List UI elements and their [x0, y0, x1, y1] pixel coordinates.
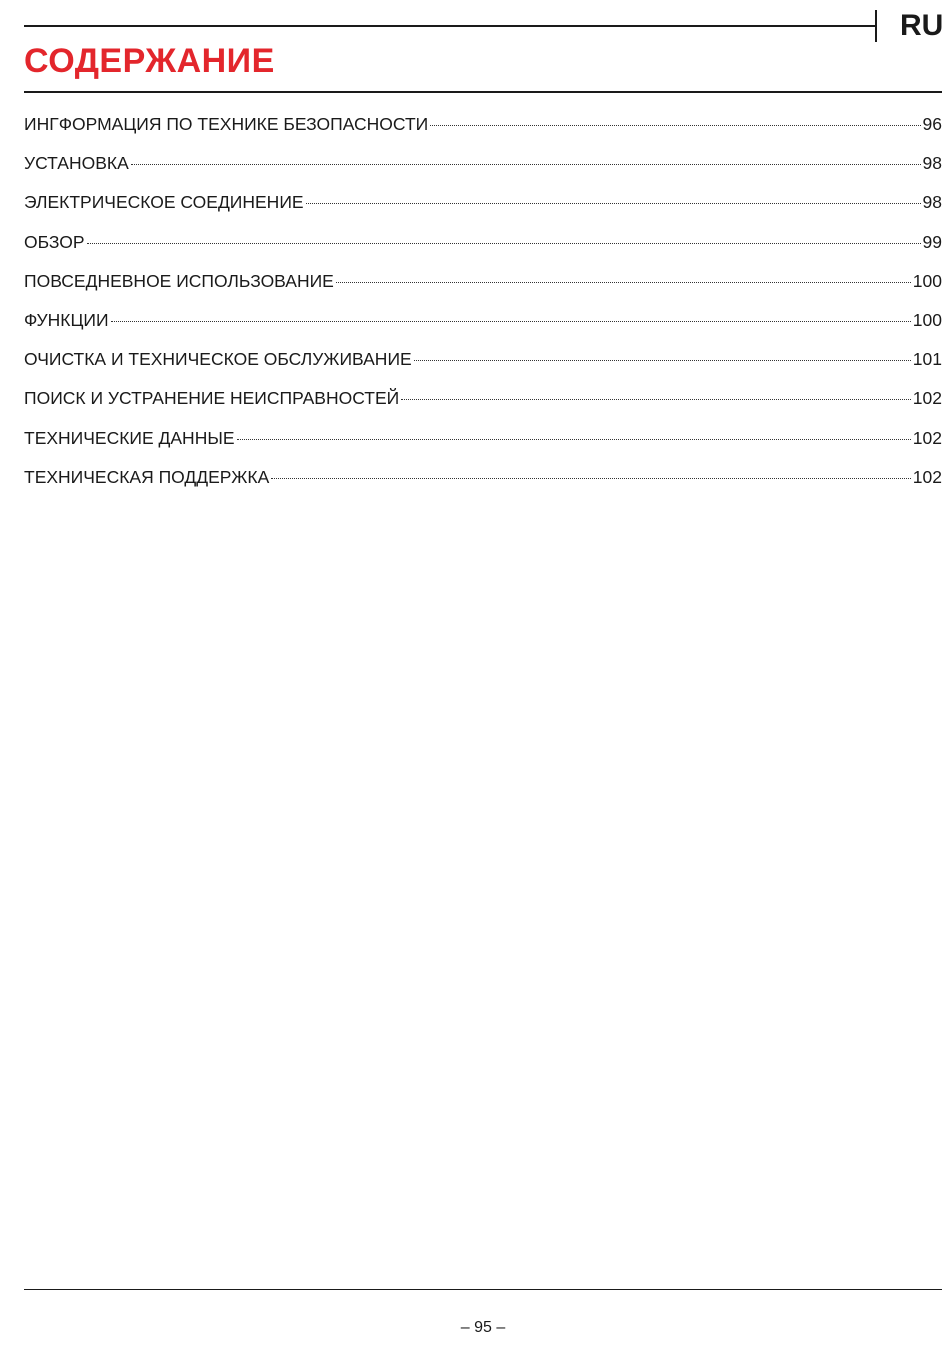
toc-entry-label: ЭЛЕКТРИЧЕСКОЕ СОЕДИНЕНИЕ [24, 192, 304, 213]
toc-entry-label: УСТАНОВКА [24, 153, 129, 174]
toc-entry-page: 102 [912, 427, 942, 448]
toc-entry-label: ПОИСК И УСТРАНЕНИЕ НЕИСПРАВНОСТЕЙ [24, 388, 400, 409]
toc-entry-label: ТЕХНИЧЕСКИЕ ДАННЫЕ [24, 427, 235, 448]
toc-entry-page: 102 [912, 466, 942, 487]
toc-dot-leader [111, 321, 911, 322]
page-title: СОДЕРЖАНИЕ [24, 42, 275, 80]
language-code: RU [900, 9, 944, 42]
toc-entry-label: ОБЗОР [24, 231, 85, 252]
toc-entry-label: ПОВСЕДНЕВНОЕ ИСПОЛЬЗОВАНИЕ [24, 270, 334, 291]
toc-entry-page: 99 [922, 231, 942, 252]
header-top-rule [24, 25, 875, 27]
toc-dot-leader [414, 360, 911, 361]
table-of-contents [24, 111, 942, 503]
toc-entry-label: ТЕХНИЧЕСКАЯ ПОДДЕРЖКА [24, 466, 270, 487]
toc-entry-page: 100 [912, 270, 942, 291]
language-tab-divider [875, 10, 877, 42]
toc-entry-daily-use[interactable] [24, 268, 942, 307]
toc-entry-page: 101 [912, 349, 942, 370]
toc-entry-electrical-connection[interactable] [24, 189, 942, 228]
toc-entry-page: 100 [912, 309, 942, 330]
toc-entry-installation[interactable] [24, 150, 942, 189]
toc-entry-technical-support[interactable] [24, 464, 942, 503]
toc-dot-leader [430, 125, 920, 126]
toc-entry-technical-data[interactable] [24, 425, 942, 464]
toc-entry-label: ОЧИСТКА И ТЕХНИЧЕСКОЕ ОБСЛУЖИВАНИЕ [24, 349, 412, 370]
toc-entry-page: 102 [912, 388, 942, 409]
toc-dot-leader [87, 243, 921, 244]
toc-entry-troubleshooting[interactable] [24, 385, 942, 424]
toc-entry-label: ИНГФОРМАЦИЯ ПО ТЕХНИКЕ БЕЗОПАСНОСТИ [24, 114, 429, 134]
toc-entry-cleaning-maintenance[interactable] [24, 346, 942, 385]
toc-entry-page: 98 [922, 192, 942, 213]
toc-entry-functions[interactable] [24, 307, 942, 346]
toc-entry-overview[interactable] [24, 229, 942, 268]
title-underline-rule [24, 91, 942, 93]
toc-entry-safety-information[interactable] [24, 111, 942, 150]
toc-dot-leader [131, 164, 921, 165]
toc-dot-leader [336, 282, 911, 283]
toc-entry-page: 96 [922, 114, 942, 134]
toc-dot-leader [401, 399, 911, 400]
toc-entry-label: ФУНКЦИИ [24, 309, 109, 330]
toc-dot-leader [306, 203, 921, 204]
page-number: – 95 – [460, 1319, 506, 1336]
toc-entry-page: 98 [922, 153, 942, 174]
toc-dot-leader [237, 439, 911, 440]
toc-dot-leader [271, 478, 911, 479]
footer-rule [24, 1289, 942, 1290]
